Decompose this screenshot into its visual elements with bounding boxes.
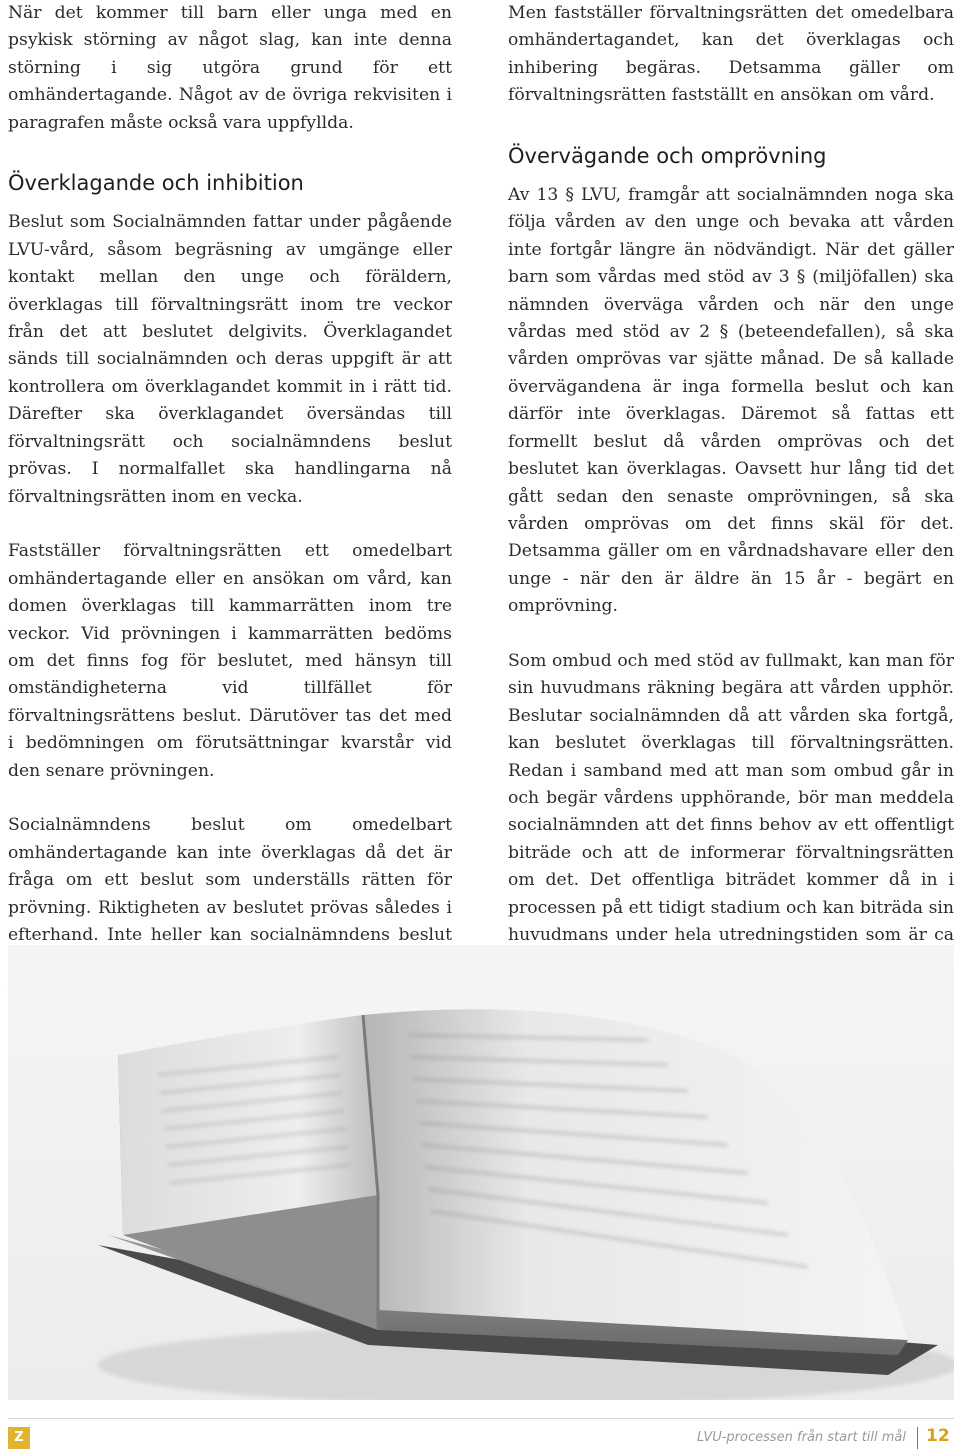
- left-column: [8, 0, 452, 1004]
- section-heading-review: Övervägande och omprövning: [508, 143, 827, 168]
- footer-document-title: LVU-processen från start till mål: [697, 1430, 906, 1445]
- right-intro-paragraph: Men fastställer förvaltningsrätten det omedelbara omhändertagandet, kan det överklagas och inhibering begäras. Detsamma gäller om förvaltningsrätten fastställt en ansökan om vård.: [508, 3, 954, 106]
- footer-separator: [917, 1427, 918, 1449]
- appeal-paragraph-1: Beslut som Socialnämnden fattar under pågående LVU-vård, såsom begräsning av umgänge eller kontakt mellan den unge och föräldern, överklagas till förvaltningsrätt inom tre veckor från det att beslutet delgivits. Överklagandet sänds till socialnämnden och deras uppgift är att kontrollera om överklagandet kommit in i rätt tid. Därefter ska överklagandet översändas till förvaltningsrätt och socialnämndens beslut prövas. I normalfallet ska handlingarna nå förvaltningsrätten inom en vecka.: [8, 212, 452, 507]
- footer-divider: [8, 1418, 954, 1419]
- review-paragraph-2: Som ombud och med stöd av fullmakt, kan man för sin huvudmans räkning begära att vården upphör. Beslutar socialnämnden då att vården ska fortgå, kan beslutet överklagas till förvaltningsrätten. Redan i samband med att man som ombud går in och begär vårdens upphörande, bör man meddela socialnämnden att det finns behov av ett offentligt biträde och att de informerar förvaltningsrätten om det. Det offentliga biträdet kommer då in i processen på ett tidigt stadium och kan biträda sin huvudmans under hela utredningstiden som är ca: [508, 650, 954, 945]
- page-number: 12: [926, 1426, 950, 1446]
- page-footer: [0, 1412, 960, 1450]
- open-book-photo: [8, 945, 954, 1400]
- left-intro-paragraph: När det kommer till barn eller unga med en psykisk störning av något slag, kan inte denna störning i sig utgöra grund för ett omhändertagande. Något av de övriga rekvisiten i paragrafen måste också vara uppfyllda.: [8, 3, 452, 133]
- section-heading-appeal: Överklagande och inhibition: [8, 171, 304, 196]
- appeal-paragraph-3: Socialnämndens beslut om omedelbart omhändertagande kan inte överklagas då det är fråga om ett beslut som underställs rätten för prövning. Riktigheten av beslutet prövas således i efterhand. Inte heller kan socialnämndens beslut: [8, 815, 452, 945]
- right-column: [508, 0, 954, 977]
- open-book-icon: [8, 945, 954, 1400]
- publisher-logo-icon: Z: [8, 1427, 30, 1449]
- appeal-paragraph-2: Fastställer förvaltningsrätten ett omedelbart omhändertagande eller en ansökan om vård, kan domen överklagas till kammarrätten inom tre veckor. Vid prövningen i kammarrätten bedöms om det finns fog för beslutet, med hänsyn till omständigheterna vid tillfället för förvaltningsrättens beslut. Därutöver tas det med i bedömningen om förutsättningar kvarstår vid den senare prövningen.: [8, 541, 452, 781]
- review-paragraph-1: Av 13 § LVU, framgår att socialnämnden noga ska följa vården av den unge och bevaka att vården inte fortgår längre än nödvändigt. När det gäller barn som vårdas med stöd av 3 § (miljöfallen) ska nämnden överväga vården och när den unge vårdas med stöd av 2 § (beteendefallen), så ska vården omprövas var sjätte månad. De så kallade övervägandena är inga formella beslut och kan därför inte överklagas. Däremot så fattas ett formellt beslut då vården omprövas och det beslutet kan överklagas. Oavsett hur lång tid det gått sedan den senaste omprövningen, så ska vården omprövas om det finns skäl för det. Detsamma gäller om en vårdnadshavare eller den unge - när den är äldre än 15 år - begärt en omprövning.: [508, 185, 954, 617]
